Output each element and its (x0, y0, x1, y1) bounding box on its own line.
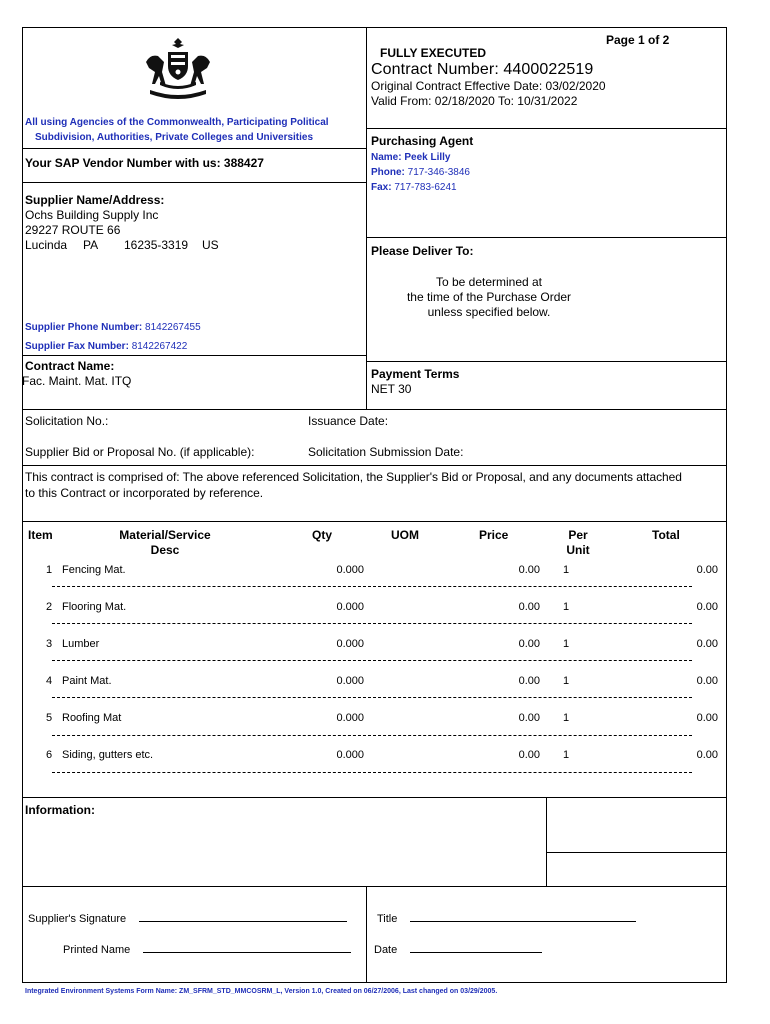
line-sap-bottom (22, 182, 367, 183)
line-table-top (22, 521, 727, 522)
line-info-top (22, 797, 727, 798)
supplier-state: PA (83, 238, 99, 252)
solicitation-no-label: Solicitation No.: (25, 414, 109, 428)
line-deliver-top (366, 237, 727, 238)
row-desc: Fencing Mat. (62, 564, 126, 576)
agent-name-label: Name: (371, 152, 405, 163)
deliver-line-2: the time of the Purchase Order (406, 290, 572, 304)
title-field[interactable] (377, 910, 636, 925)
row-qty: 0.000 (336, 712, 364, 724)
date-line[interactable] (410, 941, 542, 953)
title-line[interactable] (410, 910, 636, 922)
deliver-line-3: unless specified below. (427, 305, 551, 319)
sap-vendor-number: Your SAP Vendor Number with us: 388427 (25, 156, 264, 170)
row-total: 0.00 (696, 638, 718, 650)
supplier-fax-label: Supplier Fax Number: (25, 341, 132, 352)
line-contract-top (22, 355, 367, 356)
payment-terms-heading: Payment Terms (371, 367, 460, 381)
status-label: FULLY EXECUTED (380, 46, 487, 60)
supplier-signature[interactable] (28, 910, 347, 925)
col-desc-header-2: Desc (150, 543, 180, 557)
frame-right (726, 27, 727, 982)
deliver-line-1: To be determined at (435, 275, 543, 289)
row-qty: 0.000 (336, 564, 364, 576)
effective-date: Original Contract Effective Date: 03/02/2020 (371, 79, 606, 93)
agent-name (371, 152, 451, 163)
line-info-vertical (546, 797, 547, 887)
supplier-signature-label: Supplier's Signature (28, 913, 127, 925)
purchasing-agent-heading: Purchasing Agent (371, 134, 474, 148)
row-num: 3 (46, 638, 53, 650)
line-comprised-top (22, 465, 727, 466)
row-separator (52, 697, 692, 698)
contract-number: Contract Number: 4400022519 (371, 61, 594, 78)
frame-left (22, 27, 23, 982)
line-sap-top (22, 148, 367, 149)
col-price-header: Price (479, 528, 509, 542)
line-info-mid (546, 852, 727, 853)
row-desc: Lumber (62, 638, 100, 650)
comprised-line-1: This contract is comprised of: The above referenced Solicitation, the Supplier's Bid or Proposal, and any documents attached (25, 470, 682, 484)
valid-dates: Valid From: 02/18/2020 To: 10/31/2022 (371, 94, 578, 108)
row-desc: Siding, gutters etc. (62, 749, 154, 761)
printed-name-label: Printed Name (63, 944, 131, 956)
agent-phone-label: Phone: (371, 167, 408, 178)
row-separator (52, 735, 692, 736)
date-field[interactable] (374, 941, 542, 956)
supplier-city: Lucinda (25, 238, 68, 252)
supplier-country: US (202, 238, 219, 252)
row-price: 0.00 (518, 712, 540, 724)
agencies-line-1: All using Agencies of the Commonwealth, Participating Political (25, 117, 329, 128)
agencies-line-2: Subdivision, Authorities, Private Colleges and Universities (35, 132, 314, 143)
contract-name-heading: Contract Name: (25, 359, 115, 373)
printed-name-line[interactable] (143, 941, 351, 953)
row-price: 0.00 (518, 675, 540, 687)
divider-vertical-top (366, 27, 367, 410)
line-sign-top (22, 886, 727, 887)
row-desc: Flooring Mat. (62, 601, 127, 613)
supplier-signature-line[interactable] (139, 910, 347, 922)
row-separator (52, 586, 692, 587)
row-per: 1 (563, 712, 570, 724)
frame-bottom (22, 982, 727, 983)
col-per-header-1: Per (568, 528, 588, 542)
agent-fax-value: 717-783-6241 (394, 182, 457, 193)
row-separator (52, 660, 692, 661)
row-per: 1 (563, 638, 570, 650)
submission-date-label: Solicitation Submission Date: (308, 445, 464, 459)
col-total-header: Total (652, 528, 680, 542)
row-total: 0.00 (696, 712, 718, 724)
row-per: 1 (563, 601, 570, 613)
col-qty-header: Qty (312, 528, 333, 542)
agent-fax-label: Fax: (371, 182, 395, 193)
row-per: 1 (563, 749, 570, 761)
issuance-date-label: Issuance Date: (308, 414, 389, 428)
supplier-fax-value: 8142267422 (131, 341, 188, 352)
supplier-heading: Supplier Name/Address: (25, 193, 165, 207)
deliver-heading: Please Deliver To: (371, 244, 474, 258)
information-heading: Information: (25, 803, 95, 817)
frame-top (22, 27, 727, 28)
row-total: 0.00 (696, 564, 718, 576)
supplier-name: Ochs Building Supply Inc (25, 208, 159, 222)
agent-phone (371, 167, 470, 178)
printed-name[interactable] (63, 941, 351, 956)
date-label: Date (374, 944, 398, 956)
supplier-phone (25, 322, 201, 333)
contract-name-value: Fac. Maint. Mat. ITQ (22, 374, 132, 388)
row-num: 5 (46, 712, 53, 724)
row-price: 0.00 (518, 564, 540, 576)
col-desc-header-1: Material/Service (119, 528, 211, 542)
row-qty: 0.000 (336, 601, 364, 613)
row-separator (52, 772, 692, 773)
row-qty: 0.000 (336, 675, 364, 687)
row-total: 0.00 (696, 749, 718, 761)
row-per: 1 (563, 675, 570, 687)
row-qty: 0.000 (336, 638, 364, 650)
col-uom-header: UOM (391, 528, 419, 542)
row-separator (52, 623, 692, 624)
line-payment-top (366, 361, 727, 362)
row-desc: Roofing Mat (62, 712, 122, 724)
line-sign-vertical (366, 886, 367, 982)
col-item-header: Item (28, 528, 53, 542)
row-num: 6 (46, 749, 53, 761)
row-per: 1 (563, 564, 570, 576)
row-price: 0.00 (518, 749, 540, 761)
row-num: 2 (46, 601, 53, 613)
row-qty: 0.000 (336, 749, 364, 761)
agent-fax (371, 182, 457, 193)
agent-phone-value: 717-346-3846 (407, 167, 470, 178)
row-desc: Paint Mat. (62, 675, 112, 687)
row-total: 0.00 (696, 675, 718, 687)
line-solicitation-top (22, 409, 727, 410)
row-num: 4 (46, 675, 53, 687)
supplier-phone-value: 8142267455 (145, 322, 201, 333)
page-number: Page 1 of 2 (606, 33, 670, 47)
supplier-fax (25, 341, 187, 352)
comprised-line-2: to this Contract or incorporated by reference. (25, 486, 264, 500)
supplier-phone-label: Supplier Phone Number: (25, 322, 146, 333)
row-price: 0.00 (518, 638, 540, 650)
agent-name-value: Peek Lilly (404, 152, 451, 163)
supplier-zip: 16235-3319 (124, 238, 189, 252)
bid-proposal-label: Supplier Bid or Proposal No. (if applicable): (25, 445, 255, 459)
line-agent-top (366, 128, 727, 129)
row-num: 1 (46, 564, 53, 576)
row-price: 0.00 (518, 601, 540, 613)
payment-terms-value: NET 30 (371, 382, 412, 396)
footer-form-name: Integrated Environment Systems Form Name: ZM_SFRM_STD_MMCOSRM_L, Version 1.0, Created on 06/27/2006, Last changed on 03/29/2005. (25, 988, 498, 995)
title-label: Title (377, 913, 398, 925)
row-total: 0.00 (696, 601, 718, 613)
pennsylvania-coat-of-arms-icon (140, 36, 216, 100)
supplier-street: 29227 ROUTE 66 (25, 223, 121, 237)
col-per-header-2: Unit (566, 543, 590, 557)
